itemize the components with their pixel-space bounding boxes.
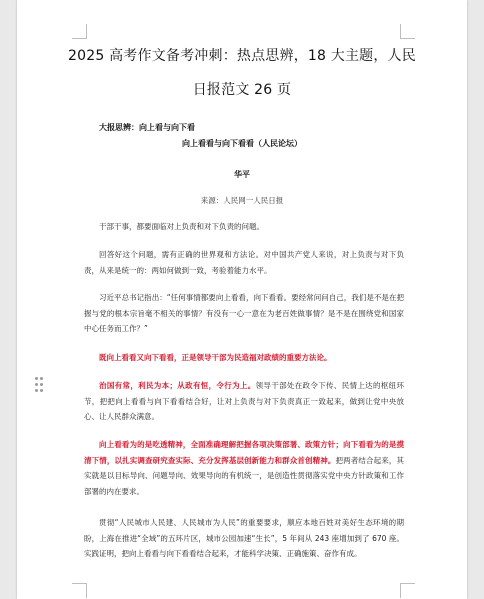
paragraph-6-body: 把两者结合起来，其实就是以目标导向、问题导向、效果导向的有机统一，是创造性贯彻落实党中央方针政策和工作部署的内在要求。 bbox=[84, 455, 405, 496]
paragraph-3: 习近平总书记指出：“任何事情都要向上看看，向下看看。要经常问问自己，我们是不是在把握与党的根本宗旨毫不相关的事情？有没有一心一意在为老百姓做事情？是不是在围绕党和国家中心任务而工作？” bbox=[84, 293, 404, 333]
document-title-line-1: 2025 高考作文备考冲刺：热点思辨，18 大主题，人民 bbox=[68, 48, 416, 64]
paragraph-6-highlight: 向上看看为的是吃透精神，全面准确理解把握各项决策部署、政策方针；向下看看为的是摸清下情，以扎实调查研究查实际、充分发挥基层创新能力和群众首创精神。 bbox=[84, 440, 404, 465]
paragraph-2: 回答好这个问题，需有正确的世界观和方法论。对中国共产党人来说，对上负责与对下负责，从来是统一的：两如何做到一致，考验着能力水平。 bbox=[84, 250, 404, 275]
margin-corner-top-right bbox=[400, 24, 415, 39]
margin-corner-bottom-right bbox=[400, 583, 415, 598]
paragraph-5 bbox=[84, 378, 404, 425]
paragraph-6 bbox=[84, 437, 404, 499]
article-source: 来源：人民网一人民日报 bbox=[200, 196, 284, 205]
paragraph-1: 干部干事，都要面临对上负责和对下负责的问题。 bbox=[99, 222, 264, 231]
paragraph-5-body: 领导干部处在政令下传、民情上达的枢纽环节，把把向上看看与向下看看结合好，让对上负责与对下负责真正一致起来，做到让党中央放心、让人民群众满意。 bbox=[84, 381, 404, 421]
margin-corner-top-left bbox=[72, 24, 87, 39]
paragraph-5-highlight: 治国有常，利民为本；从政有恒，令行为上。 bbox=[99, 381, 256, 390]
document-page bbox=[17, 0, 467, 599]
article-author: 华平 bbox=[234, 170, 250, 179]
document-title-line-2: 日报范文 26 页 bbox=[192, 82, 292, 98]
section-heading: 大报思辨：向上看与向下看 bbox=[99, 123, 195, 132]
margin-corner-bottom-left bbox=[72, 583, 87, 598]
paragraph-4-highlight: 既向上看看又向下看看，正是领导干部为民造福对政绩的重要方法论。 bbox=[99, 353, 332, 362]
drag-handle-icon[interactable] bbox=[35, 377, 43, 393]
paragraph-7: 贯彻“人民城市人民建、人民城市为人民”的重要要求，顺应本地百姓对美好生态环境的期盼，上海在推进“全域”的五环片区，城市公园加速“生长”，5 年间从 243 座增加到了 670 座。实践证明，把向上看看与向下看看结合起来，才能科学决策、正确施策、奋作有成。 bbox=[84, 518, 404, 558]
article-title: 向上看看与向下看看（人民论坛） bbox=[182, 139, 302, 148]
